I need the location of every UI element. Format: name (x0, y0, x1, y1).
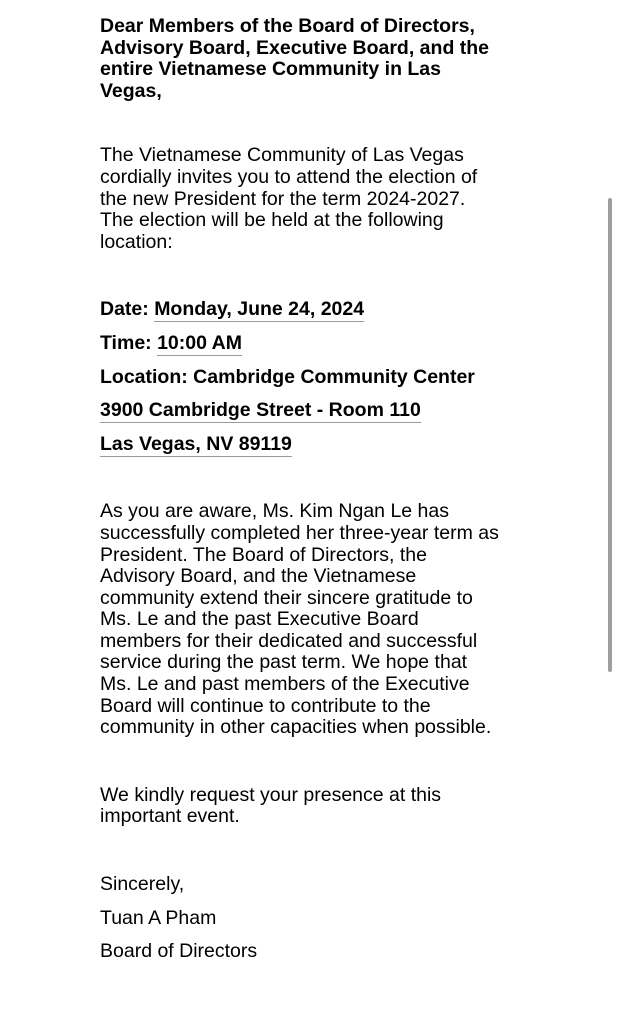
location-line (100, 367, 500, 389)
address-line-1 (100, 400, 500, 422)
signer-name: Tuan A Pham (100, 906, 217, 929)
signer-title: Board of Directors (100, 940, 258, 963)
date-link[interactable]: Monday, June 24, 2024 (154, 298, 365, 321)
body-paragraph: As you are aware, Ms. Kim Ngan Le has successfully completed her three-year term as President. The Board of Directors, the Advisory Board, and the Vietnamese community extend their sincere gratitude to Ms. Le and the past Executive Board members for their dedicated and successful service during the past term. We hope that Ms. Le and past members of the Executive Board will continue to contribute to the community in other capacities when possible. (100, 500, 499, 739)
date-line (100, 299, 500, 321)
vertical-scrollbar[interactable] (608, 198, 612, 672)
location-value: Cambridge Community Center (193, 365, 475, 388)
salutation: Dear Members of the Board of Directors, Advisory Board, Executive Board, and the entire Vietnamese Community in Las Vegas, (100, 15, 490, 102)
location-label: Location: (100, 365, 194, 388)
address-city-link[interactable]: Las Vegas, NV 89119 (100, 432, 292, 455)
letter-body (100, 16, 500, 963)
intro-paragraph: The Vietnamese Community of Las Vegas cordially invites you to attend the election of the new President for the term 2024-2027. The election will be held at the following location: (100, 144, 478, 253)
request-paragraph: We kindly request your presence at this important event. (100, 783, 442, 828)
address-street-link[interactable]: 3900 Cambridge Street - Room 110 (100, 399, 421, 422)
sign-off: Sincerely, (100, 873, 185, 896)
time-line (100, 333, 500, 355)
address-line-2 (100, 434, 500, 456)
date-label: Date: (100, 298, 155, 321)
time-link[interactable]: 10:00 AM (157, 331, 242, 354)
time-label: Time: (100, 331, 158, 354)
